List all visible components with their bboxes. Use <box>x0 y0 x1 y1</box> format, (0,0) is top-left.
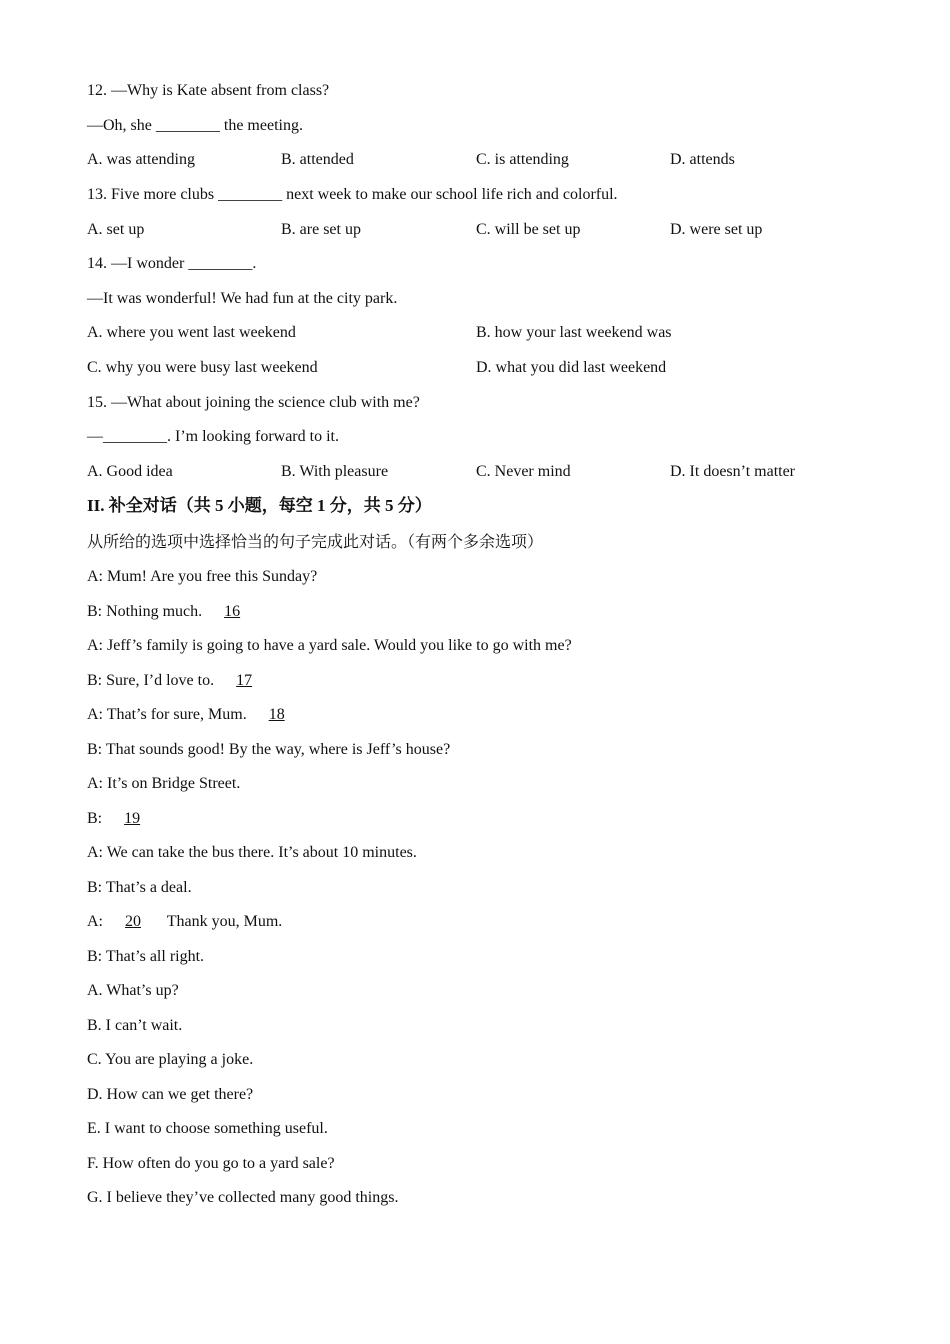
choice-d: D. How can we get there? <box>87 1086 254 1103</box>
q13-options <box>87 219 887 241</box>
dialogue-line-5 <box>87 704 307 726</box>
dialogue-line-7: A: It’s on Bridge Street. <box>87 775 241 792</box>
dialogue-line-10: B: That’s a deal. <box>87 879 192 896</box>
blank-17: 17 <box>236 672 253 689</box>
dialogue-line-4 <box>87 670 274 692</box>
q14-stem: 14. —I wonder ________. <box>87 255 257 272</box>
section-title: II. 补全对话（共 5 小题，每空 1 分，共 5 分） <box>87 496 432 515</box>
q14-option-d: D. what you did last weekend <box>476 359 667 376</box>
dialogue-line-2 <box>87 601 262 623</box>
blank-20: 20 <box>125 913 141 930</box>
q12-option-c: C. is attending <box>476 151 569 168</box>
dialogue-line-8 <box>87 808 162 830</box>
q13-option-b: B. are set up <box>281 221 361 238</box>
q15-reply: —________. I’m looking forward to it. <box>87 428 339 445</box>
q12-option-b: B. attended <box>281 151 354 168</box>
q12-reply: —Oh, she ________ the meeting. <box>87 117 303 134</box>
dialogue-line-3: A: Jeff’s family is going to have a yard sale. Would you like to go with me? <box>87 637 572 654</box>
section-instruction: 从所给的选项中选择恰当的句子完成此对话。（有两个多余选项） <box>87 534 544 551</box>
dialogue-text: A: That’s for sure, Mum. <box>87 706 251 723</box>
blank-16: 16 <box>224 603 241 620</box>
blank-19: 19 <box>124 810 141 827</box>
q15-option-d: D. It doesn’t matter <box>670 463 796 480</box>
q14-option-b: B. how your last weekend was <box>476 324 672 341</box>
dialogue-line-1: A: Mum! Are you free this Sunday? <box>87 568 318 585</box>
dialogue-line-9: A: We can take the bus there. It’s about 10 minutes. <box>87 844 417 861</box>
dialogue-line-6: B: That sounds good! By the way, where is Jeff’s house? <box>87 741 451 758</box>
q13-option-c: C. will be set up <box>476 221 581 238</box>
q12-stem: 12. —Why is Kate absent from class? <box>87 82 330 99</box>
choice-a: A. What’s up? <box>87 982 179 999</box>
dialogue-line-11 <box>87 911 282 933</box>
dialogue-text: B: <box>87 810 107 827</box>
q15-option-a: A. Good idea <box>87 463 173 480</box>
choice-b: B. I can’t wait. <box>87 1017 183 1034</box>
q15-option-c: C. Never mind <box>476 463 571 480</box>
q12-option-a: A. was attending <box>87 151 195 168</box>
q15-option-b: B. With pleasure <box>281 463 389 480</box>
q15-options <box>87 461 887 483</box>
choice-e: E. I want to choose something useful. <box>87 1120 328 1137</box>
q14-option-c: C. why you were busy last weekend <box>87 359 318 376</box>
q12-option-d: D. attends <box>670 151 735 168</box>
blank-18: 18 <box>268 706 285 723</box>
dialogue-text-after: Thank you, Mum. <box>163 913 283 930</box>
choice-c: C. You are playing a joke. <box>87 1051 254 1068</box>
q13-option-d: D. were set up <box>670 221 763 238</box>
q13-option-a: A. set up <box>87 221 145 238</box>
q13-stem: 13. Five more clubs ________ next week to make our school life rich and colorful. <box>87 186 618 203</box>
q14-options-row2 <box>87 357 887 379</box>
dialogue-line-12: B: That’s all right. <box>87 948 205 965</box>
q14-options-row1 <box>87 322 887 344</box>
q14-reply: —It was wonderful! We had fun at the city park. <box>87 290 398 307</box>
q14-option-a: A. where you went last weekend <box>87 324 296 341</box>
choice-g: G. I believe they’ve collected many good things. <box>87 1189 399 1206</box>
dialogue-text: A: <box>87 913 107 930</box>
dialogue-text: B: Sure, I’d love to. <box>87 672 219 689</box>
q12-options <box>87 149 887 171</box>
dialogue-text: B: Nothing much. <box>87 603 207 620</box>
q15-stem: 15. —What about joining the science club with me? <box>87 394 420 411</box>
choice-f: F. How often do you go to a yard sale? <box>87 1155 335 1172</box>
